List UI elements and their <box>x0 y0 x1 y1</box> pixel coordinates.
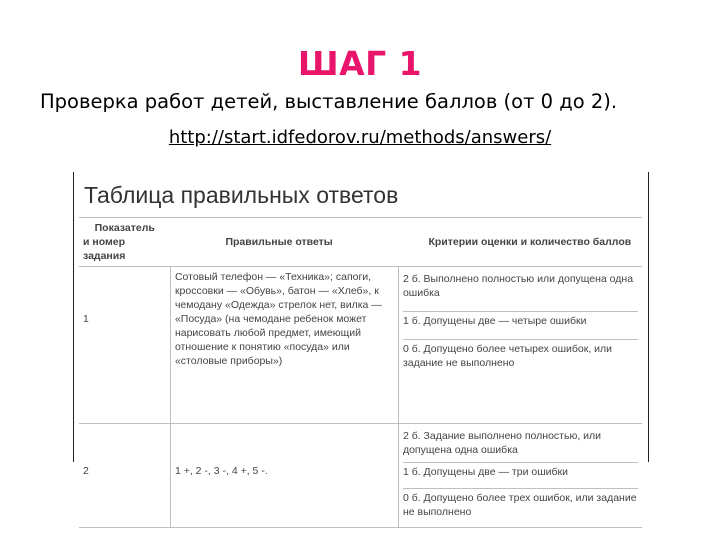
header-indicator-line2: и номер задания <box>83 236 126 262</box>
criterion: 1 б. Допущены две — три ошибки <box>403 463 638 489</box>
step-title: ШАГ 1 <box>297 44 423 83</box>
criterion: 1 б. Допущены две — четыре ошибки <box>403 312 638 340</box>
slide-subtitle: Проверка работ детей, выставление баллов (от 0 до 2). <box>40 90 618 113</box>
answer-line: кроссовки — «Обувь», батон — «Хлеб», к <box>174 285 379 297</box>
table-heading: Таблица правильных ответов <box>84 182 399 208</box>
row-number: 2 <box>79 424 170 528</box>
criterion: 2 б. Выполнено полностью или допущена одна ошибка <box>403 270 638 312</box>
answer-line: Сотовый телефон — «Техника»; сапоги, <box>174 271 372 283</box>
header-indicator <box>79 218 170 267</box>
row-number: 1 <box>79 267 170 424</box>
answers-table <box>79 217 642 528</box>
answer-line: чемодану «Одежда» стрелок нет, вилка — <box>174 299 382 311</box>
criterion: 0 б. Допущено более четырех ошибок, или задание не выполнено <box>402 343 613 369</box>
answer-line: «столовые приборы») <box>174 355 283 367</box>
table-header-row <box>79 218 642 267</box>
answer-line: нарисовать любой предмет, имеющий <box>174 327 362 339</box>
header-answers: Правильные ответы <box>170 218 398 267</box>
row-criteria <box>398 267 642 424</box>
table-row <box>79 267 642 424</box>
row-answers: 1 +, 2 -, 3 -, 4 +, 5 -. <box>170 424 398 528</box>
answers-table-screenshot <box>73 172 649 518</box>
criterion: 2 б. Задание выполнено полностью, или допущена одна ошибка <box>403 427 638 463</box>
header-criteria: Критерии оценки и количество баллов <box>398 218 642 267</box>
table-row <box>79 424 642 528</box>
header-indicator-line1: Показатель <box>94 222 155 234</box>
answers-link[interactable]: http://start.idfedorov.ru/methods/answers/ <box>168 127 552 148</box>
criterion: 0 б. Допущено более трех ошибок, или задание не выполнено <box>402 492 637 518</box>
answer-line: отношение к понятию «посуда» или <box>174 341 350 353</box>
answer-line: «Посуда» (на чемодане ребенок может <box>174 313 367 325</box>
row-answers <box>170 267 398 424</box>
row-criteria <box>398 424 642 528</box>
